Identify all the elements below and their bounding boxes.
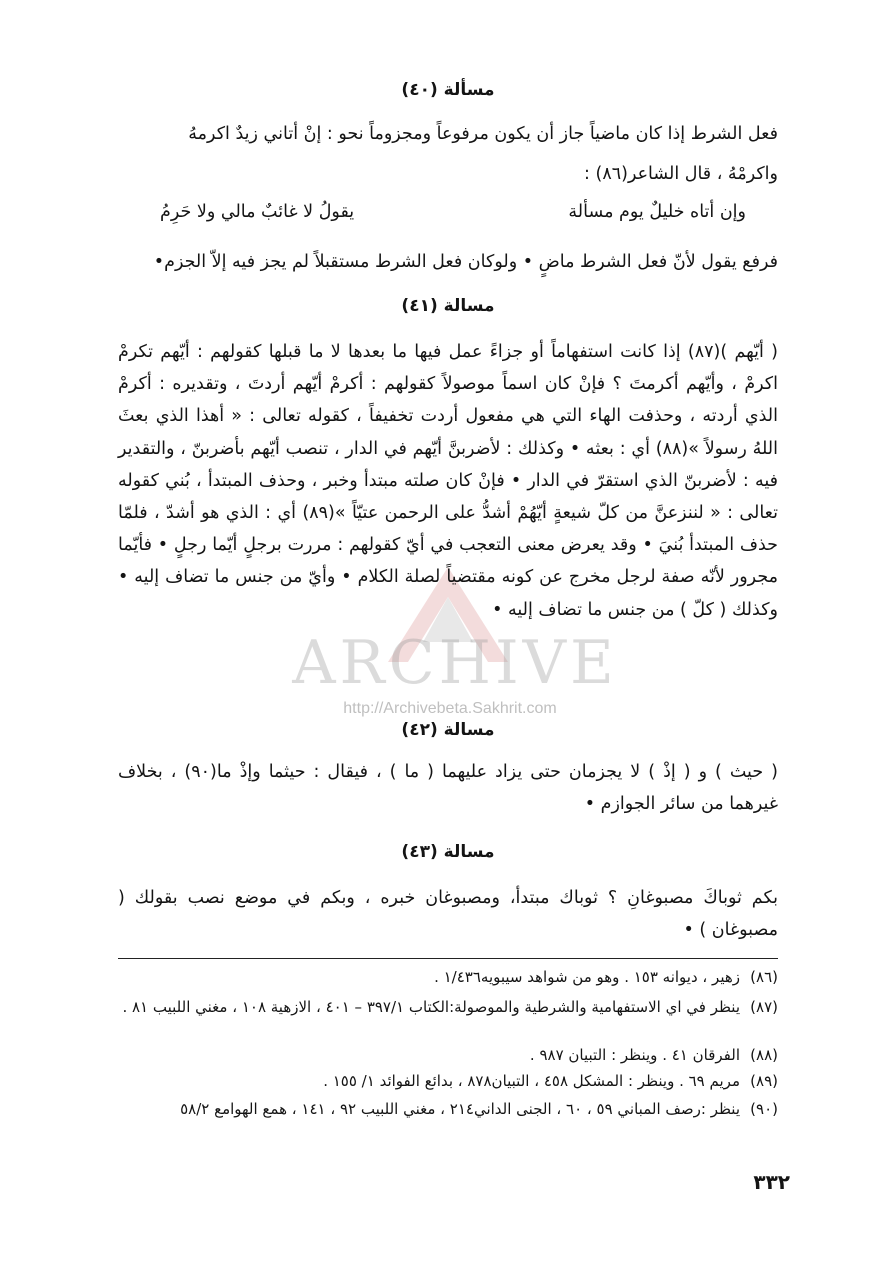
footnote-86 (118, 968, 778, 987)
footnote-text: مريم ٦٩ . وينظر : المشكل ٤٥٨ ، التبيان٨٧٨ ، بدائع الفوائد ١/ ١٥٥ . (323, 1072, 740, 1090)
footnote-87 (118, 998, 778, 1017)
footnote-text: الفرقان ٤١ . وينظر : التبيان ٩٨٧ . (529, 1046, 740, 1064)
section-42-title: مسالة (٤٢) (401, 720, 495, 740)
section-40-line-3: فرفع يقول لأنّ فعل الشرط ماضٍ • ولوكان فعل الشرط مستقبلاً لم يجز فيه إلاّ الجزم• (153, 252, 778, 272)
footnote-number: (٨٦) (750, 968, 778, 986)
section-42-body: ( حيث ) و ( إذْ ) لا يجزمان حتى يزاد عليهما ( ما ) ، فيقال : حيثما وإذْ ما(٩٠) ، بخلاف غيرهما من سائر الجوازم • (118, 762, 778, 815)
watermark-url: http://Archivebeta.Sakhrit.com (343, 700, 557, 717)
footnote-number: (٨٩) (750, 1072, 778, 1090)
footnote-text: ينظر :رصف المباني ٥٩ ، ٦٠ ، الجنى الداني٢١٤ ، مغني اللبيب ٩٢ ، ١٤١ ، همع الهوامع ٥٨/٢ (180, 1100, 740, 1118)
section-40-line-2: واكرمْهُ ، قال الشاعر(٨٦) : (584, 164, 778, 184)
page-number: ٣٣٢ (753, 1170, 790, 1194)
footnote-90 (118, 1100, 778, 1119)
section-41-body: ( أيّهم )(٨٧) إذا كانت استفهاماً أو جزاءً عمل فيها ما بعدها لا ما قبلها كقولهم : أيّهم تكرمْ اكرمْ ، وأيّهم أكرمتَ ؟ فإنْ كان اسماً موصولاً كقولهم : أكرمْ أيّهم أردتَ ، وتقديره : أكرمْ الذي أردته ، وحذفت الهاء التي هي مفعول أردت تخفيفاً ، كقوله تعالى : « أهذا الذي بعثَ اللهُ رسولاً »(٨٨) أي : بعثه • وكذلك : لأضربنَّ أيّهم في الدار ، تنصب أيّهم بأضربنّ ، والتقدير فيه : لأضربنّ الذي استقرّ في الدار • فإنْ كان صلته مبتدأ وخبر ، وحذف المبتدأ ، بُني كقوله تعالى : « لننزعنَّ من كلّ شيعةٍ أيّهُمْ أشدُّ على الرحمن عتيّاً »(٨٩) أي : الذي هو أشدّ ، فلمّا حذف المبتدأ بُنيَ • وقد يعرض معنى التعجب في أيّ كقولهم : مررت برجلٍ أيّما رجلٍ • فأيّما مجرور لأنّه صفة لرجل مخرج عن كونه مقتضياً لصلة الكلام • وأيّ من جنس ما تضاف إليه • وكذلك ( كلّ ) من جنس ما تضاف إليه • (118, 342, 778, 620)
watermark-text: ARCHIVE (292, 628, 618, 698)
verse-first-hemistich: وإن أتاه خليلٌ يوم مسألة (568, 202, 746, 222)
footnote-88 (118, 1046, 778, 1065)
section-43-title: مسالة (٤٣) (401, 842, 495, 862)
poetry-verse (160, 198, 746, 226)
footnote-number: (٩٠) (750, 1100, 778, 1118)
section-40-line-1: فعل الشرط إذا كان ماضياً جاز أن يكون مرفوعاً ومجزوماً نحو : إنْ أتاني زيدٌ اكرمهُ (188, 124, 778, 144)
footnote-89 (118, 1072, 778, 1091)
footnote-text: زهير ، ديوانه ١٥٣ . وهو من شواهد سيبويه١/٤٣٦ . (434, 968, 740, 986)
footnote-text: ينظر في اي الاستفهامية والشرطية والموصولة:الكتاب ٣٩٧/١ – ٤٠١ ، الازهية ١٠٨ ، مغني اللبيب ٨١ . (122, 998, 740, 1016)
verse-second-hemistich: يقولُ لا غائبٌ مالي ولا حَرِمُ (160, 202, 355, 222)
footnote-number: (٨٧) (750, 998, 778, 1016)
section-40-title: مسألة (٤٠) (401, 80, 495, 100)
footnote-number: (٨٨) (750, 1046, 778, 1064)
footnote-divider (118, 958, 778, 959)
section-43-body: بكم ثوباكَ مصبوغانِ ؟ ثوباك مبتدأ، ومصبوغان خبره ، وبكم في موضع نصب بقولك ( مصبوغان ) • (118, 888, 778, 941)
section-41-title: مسالة (٤١) (401, 296, 495, 316)
